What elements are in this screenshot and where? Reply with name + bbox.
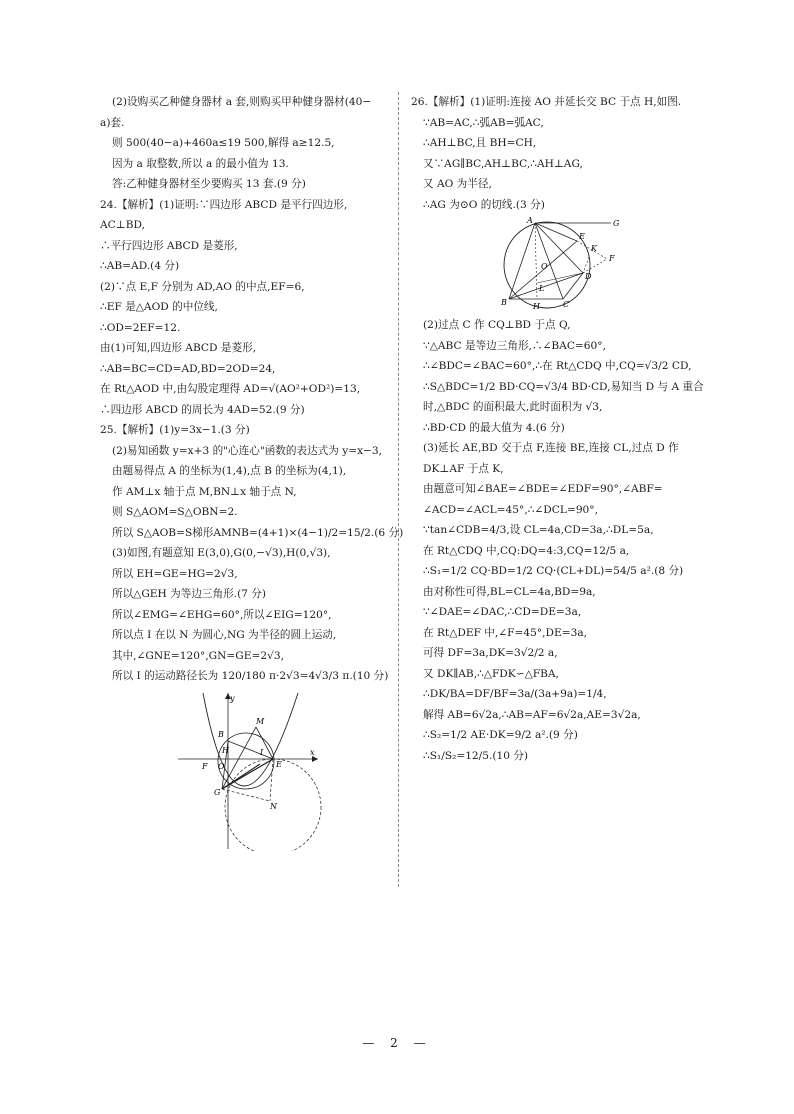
text-line: 由(1)可知,四边形 ABCD 是菱形, [100,342,257,354]
text-line: 解得 AB=6√2a,∴AB=AF=6√2a,AE=3√2a, [423,708,641,721]
label-M: M [256,716,265,726]
text-line: 又 DK∥AB,∴△FDK∽△FBA, [423,667,559,680]
text-line: 所以点 I 在以 N 为圆心,NG 为半径的圆上运动, [112,629,337,641]
text-line: (2)∵点 E,F 分别为 AD,AO 的中点,EF=6, [100,280,305,293]
problem-26-heading: 26.【解析】(1)证明:连接 AO 并延长交 BC 于点 H,如图. [411,96,682,108]
label-O: O [541,262,548,271]
text-line: 由题意可知∠BAE=∠BDE=∠EDF=90°,∠ABF= [423,483,663,495]
label-B: B [501,298,507,307]
text-line: (2)设购买乙种健身器材 a 套,则购买甲种健身器材(40− [112,96,372,108]
text-line: ∴AH⊥BC,且 BH=CH, [423,137,537,149]
circle-triangle-figure [487,217,627,313]
text-line: 答:乙种健身器材至少要购买 13 套.(9 分) [112,178,306,190]
label-O: O [218,761,225,771]
label-I: I [260,747,264,757]
text-line: 所以∠EMG=∠EHG=60°,所以∠EIG=120°, [112,608,332,621]
label-B: B [218,729,224,739]
label-D: D [585,272,592,281]
label-A: A [527,217,533,225]
text-line: 则 500(40−a)+460a≤19 500,解得 a≥12.5, [112,137,335,149]
label-G: G [214,787,221,797]
text-line: 又 AO 为半径, [423,178,492,190]
label-E: E [276,759,282,769]
text-line: (3)如图,有题意知 E(3,0),G(0,−√3),H(0,√3), [112,547,331,559]
label-H: H [533,302,540,311]
text-line: ∴AB=BC=CD=AD,BD=2OD=24, [100,362,276,375]
label-F: F [609,254,615,263]
text-line: 由对称性可得,BL=CL=4a,BD=9a, [423,585,596,598]
text-line: ∴EF 是△AOD 的中位线, [100,301,218,313]
problem-25-heading: 25.【解析】(1)y=3x−1.(3 分) [100,424,250,436]
text-line: (3)延长 AE,BD 交于点 F,连接 BE,连接 CL,过点 D 作 [423,442,679,454]
text-line: ∴S△BDC=1/2 BD·CQ=√3/4 BD·CD,易知当 D 与 A 重合 [423,380,704,393]
text-line: (2)易知函数 y=x+3 的"心连心"函数的表达式为 y=x−3, [112,444,383,457]
text-line: 所以 S△AOB=S梯形AMNB=(4+1)×(4−1)/2=15/2.(6 分) [112,526,404,539]
label-N: N [270,801,277,811]
text-line: AC⊥BD, [100,219,145,231]
text-line: 作 AM⊥x 轴于点 M,BN⊥x 轴于点 N, [112,485,297,498]
text-line: ∴平行四边形 ABCD 是菱形, [100,239,238,252]
label-K: K [591,244,597,253]
column-divider [398,92,399,887]
text-line: 时,△BDC 的面积最大,此时面积为 √3, [423,401,603,413]
text-line: ∵AB=AC,∴弧AB=弧AC, [423,116,544,129]
text-line: 其中,∠GNE=120°,GN=GE=2√3, [112,649,284,662]
text-line: 因为 a 取整数,所以 a 的最小值为 13. [112,157,289,170]
text-line: ∴S₁/S₂=12/5.(10 分) [423,749,529,762]
text-line: ∴四边形 ABCD 的周长为 4AD=52.(9 分) [100,403,305,416]
page-number: — 2 — [362,1036,432,1050]
text-line: 在 Rt△CDQ 中,CQ:DQ=4:3,CQ=12/5 a, [423,544,630,557]
text-line: ∴OD=2EF=12. [100,321,181,334]
label-x: x [310,747,315,757]
text-line: 又∵AG∥BC,AH⊥BC,∴AH⊥AG, [423,157,583,170]
text-line: 由题易得点 A 的坐标为(1,4),点 B 的坐标为(4,1), [112,465,347,477]
label-y: y [230,693,235,703]
text-line: ∴∠BDC=∠BAC=60°,∴在 Rt△CDQ 中,CQ=√3/2 CD, [423,360,692,372]
text-line: ∴BD·CD 的最大值为 4.(6 分) [423,421,565,434]
label-C: C [563,300,570,309]
label-F: F [202,761,208,771]
text-line: ∴DK/BA=DF/BF=3a/(3a+9a)=1/4, [423,688,607,700]
text-line: ∠ACD=∠ACL=45°,∴∠DCL=90°, [423,503,598,516]
left-column [100,92,404,853]
text-line: 可得 DF=3a,DK=3√2/2 a, [423,647,558,659]
problem-24-heading: 24.【解析】(1)证明:∵四边形 ABCD 是平行四边形, [100,198,348,211]
text-line: ∵△ABC 是等边三角形,∴∠BAC=60°, [423,339,606,352]
label-E: E [579,232,585,241]
text-line: 所以 I 的运动路径长为 120/180 π·2√3=4√3/3 π.(10 分) [112,670,389,682]
text-line: 所以△GEH 为等边三角形.(7 分) [112,588,267,600]
text-line: 在 Rt△DEF 中,∠F=45°,DE=3a, [423,626,588,639]
text-line: 在 Rt△AOD 中,由勾股定理得 AD=√(AO²+OD²)=13, [100,383,361,395]
text-line: ∴AG 为⊙O 的切线.(3 分) [423,198,545,211]
label-H: H [222,745,229,755]
text-line: (2)过点 C 作 CQ⊥BD 于点 Q, [423,319,571,331]
label-G: G [613,219,620,228]
text-line: ∴S₂=1/2 AE·DK=9/2 a².(9 分) [423,729,578,741]
text-line: 所以 EH=GE=HG=2√3, [112,567,238,580]
parabola-circle-figure [178,689,328,851]
text-line: ∴AB=AD.(4 分) [100,260,180,272]
text-line: a)套. [100,116,125,129]
text-line: ∴S₁=1/2 CQ·BD=1/2 CQ·(CL+DL)=54/5 a².(8 分) [423,565,684,577]
text-line: DK⊥AF 于点 K, [423,462,504,475]
label-L: L [539,284,545,293]
text-line: ∵tan∠CDB=4/3,设 CL=4a,CD=3a,∴DL=5a, [423,524,654,536]
right-column [411,92,703,766]
text-line: ∵∠DAE=∠DAC,∴CD=DE=3a, [423,606,582,618]
text-line: 则 S△AOM=S△OBN=2. [112,506,238,518]
